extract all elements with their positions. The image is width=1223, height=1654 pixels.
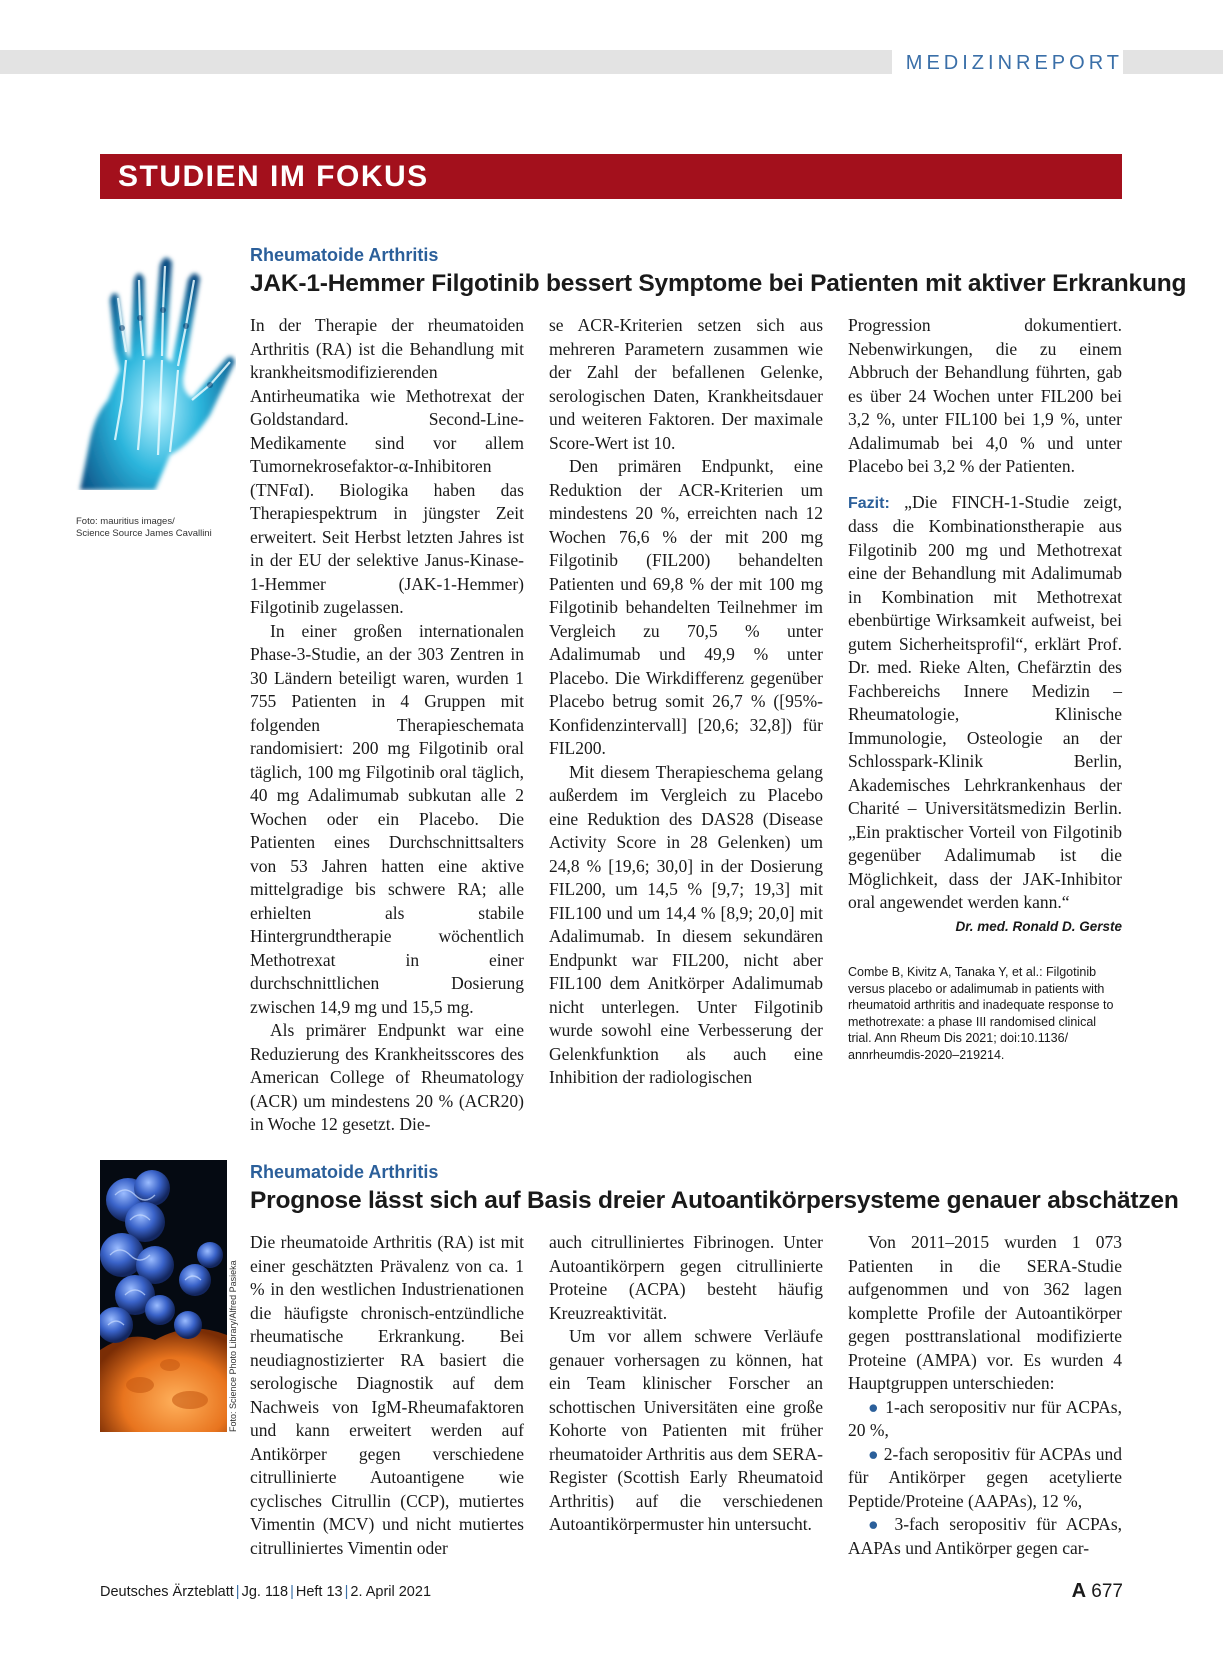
photo-credit: Foto: Science Photo Library/Alfred Pasieka	[228, 1260, 238, 1432]
paragraph: Um vor allem schwere Verläufe genauer vorhersagen zu können, hat ein Team klinischer Forscher an schottischen Universitäten eine große Kohorte von Patienten mit früher rheumatoider Arthritis aus dem SERA-Register (Scottish Early Rheumatoid Arthritis) auf die verschiedenen Autoantikörpermuster hin untersucht.	[549, 1326, 823, 1534]
page-prefix: A	[1071, 1580, 1087, 1602]
section-banner	[100, 154, 1122, 199]
bullet-icon: ●	[868, 1396, 880, 1417]
photo-credit-line: Foto: mauritius images/	[76, 516, 175, 527]
article-headline: JAK-1-Hemmer Filgotinib bessert Symptome bei Patienten mit aktiver Erkrankung	[250, 270, 1187, 297]
article-kicker: Rheumatoide Arthritis	[250, 1162, 439, 1182]
paragraph: In der Therapie der rheumatoiden Arthritis (RA) ist die Behandlung mit krankheitsmodifizierenden Antirheumatika wie Methotrexat der Goldstandard. Second-Line-Medikamente sind vor allem Tumornekrosefaktor-α-Inhibitoren (TNFαI). Biologika haben das Therapiespektrum in jüngster Zeit erweitert. Seit Herbst letzten Jahres ist in der EU der selektive Janus-Kinase-1-Hemmer (JAK-1-Hemmer) Filgotinib zugelassen.	[250, 315, 524, 617]
issue-date: 2. April 2021	[350, 1584, 432, 1600]
article-column	[250, 1231, 524, 1560]
footer-citation: Deutsches Ärzteblatt | Jg. 118 | Heft 13 | 2. April 2021	[100, 1584, 432, 1600]
bullet-icon: ●	[868, 1514, 885, 1534]
volume: Jg. 118	[241, 1584, 289, 1600]
list-item	[848, 1443, 1122, 1514]
paragraph: Von 2011–2015 wurden 1 073 Patienten in die SERA-Studie aufgenommen und von 362 lagen komplette Profile der Autoantikörper gegen posttranslational modifizierte Proteine (AMPA) vor. Es wurden 4 Hauptgruppen unterschieden:	[848, 1232, 1122, 1393]
list-item	[848, 1396, 1122, 1443]
list-item-text: 3-fach seropositiv für ACPAs, AAPAs und Antikörper gegen car-	[848, 1514, 1123, 1558]
fazit-text: „Die FINCH-1-Studie zeigt, dass die Kombinationstherapie aus Filgotinib 200 mg und Methotrexat eine der Behandlung mit Adalimumab in Kombination mit Methotrexat ebenbürtige Wirksamkeit aufweist, bei gutem Sicherheitsprofil“, erklärt Prof. Dr. med. Rieke Alten, Chefärztin des Fachbereichs Innere Medizin – Rheumatologie, Klinische Immunologie, Osteologie an der Schlosspark-Klinik Berlin, Akademisches Lehrkrankenhaus der Charité – Universitätsmedizin Berlin. „Ein praktischer Vorteil von Filgotinib gegenüber Adalimumab ist die Möglichkeit, dass der JAK-Inhibitor oral angewendet werden kann.“	[848, 491, 1122, 912]
article-column	[848, 1231, 1122, 1560]
page-number	[1072, 1580, 1123, 1603]
paragraph: se ACR-Kriterien setzen sich aus mehreren Parametern zusammen wie der Zahl der befallenen Gelenke, serologischen Daten, Krankheitsdauer und weiteren Faktoren. Der maximale Score-Wert ist 10.	[549, 315, 823, 453]
article-kicker: Rheumatoide Arthritis	[250, 245, 439, 265]
reference: Combe B, Kivitz A, Tanaka Y, et al.: Filgotinib versus placebo or adalimumab in patients with rheumatoid arthritis and inadequate response to methotrexate: a phase III randomised clinical trial. Ann Rheum Dis 2021; doi:10.1136/ annrheumdis-2020–219214.	[848, 965, 1114, 1062]
article-column	[848, 314, 1122, 1063]
photo-credit	[76, 516, 212, 540]
journal-name: Deutsches Ärzteblatt	[100, 1584, 234, 1600]
article-column	[549, 1231, 823, 1537]
paragraph: In einer großen internationalen Phase-3-Studie, an der 303 Zentren in 30 Ländern beteiligt waren, wurden 1 755 Patienten in 4 Gruppen mit folgenden Therapieschemata randomisiert: 200 mg Filgotinib oral täglich, 100 mg Filgotinib oral täglich, 40 mg Adalimumab subkutan alle 2 Wochen oder ein Placebo. Die Patienten eines Durchschnittsalters von 53 Jahren hatten eine aktive mittelgradige bis schwere RA; alle erhielten als stabile Hintergrundtherapie wöchentlich Methotrexat in einer durchschnittlichen Dosierung zwischen 14,9 mg und 15,5 mg.	[250, 620, 524, 1017]
bullet-icon: ●	[868, 1443, 879, 1464]
article-headline: Prognose lässt sich auf Basis dreier Autoantikörpersysteme genauer abschätzen	[250, 1187, 1179, 1214]
author-name: Dr. med. Ronald D. Gerste	[955, 918, 1122, 934]
protein-molecule-image	[100, 1160, 227, 1432]
section-label: MEDIZINREPORT	[892, 50, 1123, 76]
issue: Heft 13	[295, 1584, 343, 1600]
article-column	[549, 314, 823, 1090]
list-item-text: 1-ach seropositiv nur für ACPAs, 20 %,	[848, 1396, 1122, 1440]
list-item	[848, 1513, 1122, 1560]
photo-credit-line: Science Source James Cavallini	[76, 528, 212, 539]
fazit-paragraph	[848, 491, 1122, 934]
paragraph: Den primären Endpunkt, eine Reduktion der ACR-Kriterien um mindestens 20 %, erreichten nach 12 Wochen 76,6 % der mit 200 mg Filgotinib (FIL200) behandelten Patienten und 69,8 % der mit 100 mg Filgotinib behandelten Teilnehmer im Vergleich zu 70,5 % unter Adalimumab und 49,9 % unter Placebo. Die Wirkdifferenz gegenüber Placebo betrug somit 26,7 % ([95%-Konfidenzintervall] [20,6; 32,8]) für FIL200.	[549, 456, 823, 758]
banner-title: STUDIEN IM FOKUS	[118, 160, 429, 193]
paragraph: Mit diesem Therapieschema gelang außerdem im Vergleich zu Placebo eine Reduktion des DAS28 (Disease Activity Score in 28 Gelenken) um 24,8 % [19,6; 30,0] in der Dosierung FIL200, um 14,5 % [9,7; 19,3] mit FIL100 und um 14,4 % [8,9; 20,0] mit Adalimumab. In diesem sekundären Endpunkt war FIL200, nicht aber FIL100 dem Anitkörper Adalimumab nicht unterlegen. Unter Filgotinib wurde sowohl eine Verbesserung der Gelenkfunktion als auch eine Inhibition der radiologischen	[549, 761, 823, 1087]
fazit-label: Fazit:	[848, 494, 890, 512]
page-number-value: 677	[1091, 1581, 1123, 1602]
xray-hand-image	[60, 240, 236, 490]
paragraph: auch citrulliniertes Fibrinogen. Unter Autoantikörpern gegen citrullinierte Proteine (ACPA) besteht häufig Kreuzreaktivität.	[549, 1232, 823, 1323]
paragraph: Die rheumatoide Arthritis (RA) ist mit einer geschätzten Prävalenz von ca. 1 % in den westlichen Industrienationen die häufigste chronisch-entzündliche rheumatische Erkrankung. Bei neudiagnostizierter RA basiert die serologische Diagnostik auf dem Nachweis von IgM-Rheumafaktoren und kann erweitert werden auf Antikörper gegen verschiedene citrullinierte Autoantigene wie cyclisches Citrullin (CCP), mutiertes Vimentin (MCV) und nicht mutiertes citrulliniertes Vimentin oder	[250, 1232, 524, 1558]
paragraph: Als primärer Endpunkt war eine Reduzierung des Krankheitsscores des American College of Rheumatology (ACR) um mindestens 20 % (ACR20) in Woche 12 gesetzt. Die-	[250, 1020, 524, 1134]
list-item-text: 2-fach seropositiv für ACPAs und für Antikörper gegen acetylierte Peptide/Proteine (AAPAs), 12 %,	[848, 1443, 1122, 1511]
article-column	[250, 314, 524, 1137]
paragraph: Progression dokumentiert. Nebenwirkungen, die zu einem Abbruch der Behandlung führten, gab es über 24 Wochen unter FIL200 bei 3,2 %, unter FIL100 bei 1,9 %, unter Adalimumab bei 4,0 % und unter Placebo bei 3,2 % der Patienten.	[848, 315, 1122, 476]
